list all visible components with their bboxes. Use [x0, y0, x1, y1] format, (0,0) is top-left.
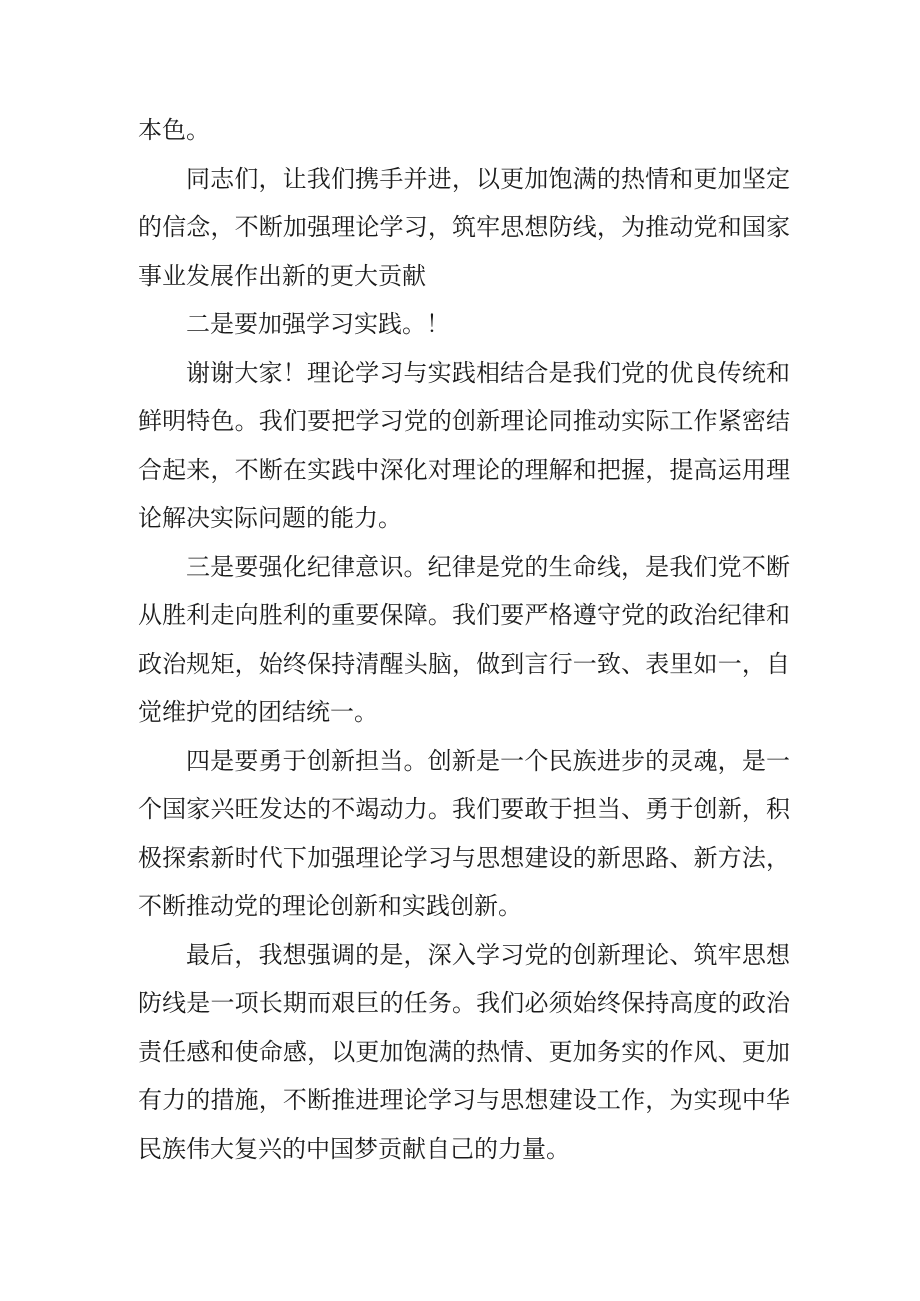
- document-body: [138, 106, 790, 1173]
- paragraph-point-three-discipline: 三是要强化纪律意识。纪律是党的生命线，是我们党不断从胜利走向胜利的重要保障。我们要严格遵守党的政治纪律和政治规矩，始终保持清醒头脑，做到言行一致、表里如一，自觉维护党的团结统一。: [138, 552, 790, 726]
- paragraph-point-four-innovation: 四是要勇于创新担当。创新是一个民族进步的灵魂，是一个国家兴旺发达的不竭动力。我们要敢于担当、勇于创新，积极探索新时代下加强理论学习与思想建设的新思路、新方法，不断推动党的理论创新和实践创新。: [138, 746, 790, 920]
- paragraph-closing-appeal: 同志们，让我们携手并进，以更加饱满的热情和更加坚定的信念，不断加强理论学习，筑牢思想防线，为推动党和国家事业发展作出新的更大贡献: [138, 164, 790, 290]
- paragraph-continuation: 本色。: [138, 116, 210, 144]
- paragraph-point-two-heading: 二是要加强学习实践。！: [186, 310, 450, 338]
- paragraph-final-emphasis: 最后，我想强调的是，深入学习党的创新理论、筑牢思想防线是一项长期而艰巨的任务。我们必须始终保持高度的政治责任感和使命感，以更加饱满的热情、更加务实的作风、更加有力的措施，不断推进理论学习与思想建设工作，为实现中华民族伟大复兴的中国梦贡献自己的力量。: [138, 940, 790, 1163]
- paragraph-theory-practice: 谢谢大家！理论学习与实践相结合是我们党的优良传统和鲜明特色。我们要把学习党的创新理论同推动实际工作紧密结合起来，不断在实践中深化对理论的理解和把握，提高运用理论解决实际问题的能力。: [138, 358, 790, 532]
